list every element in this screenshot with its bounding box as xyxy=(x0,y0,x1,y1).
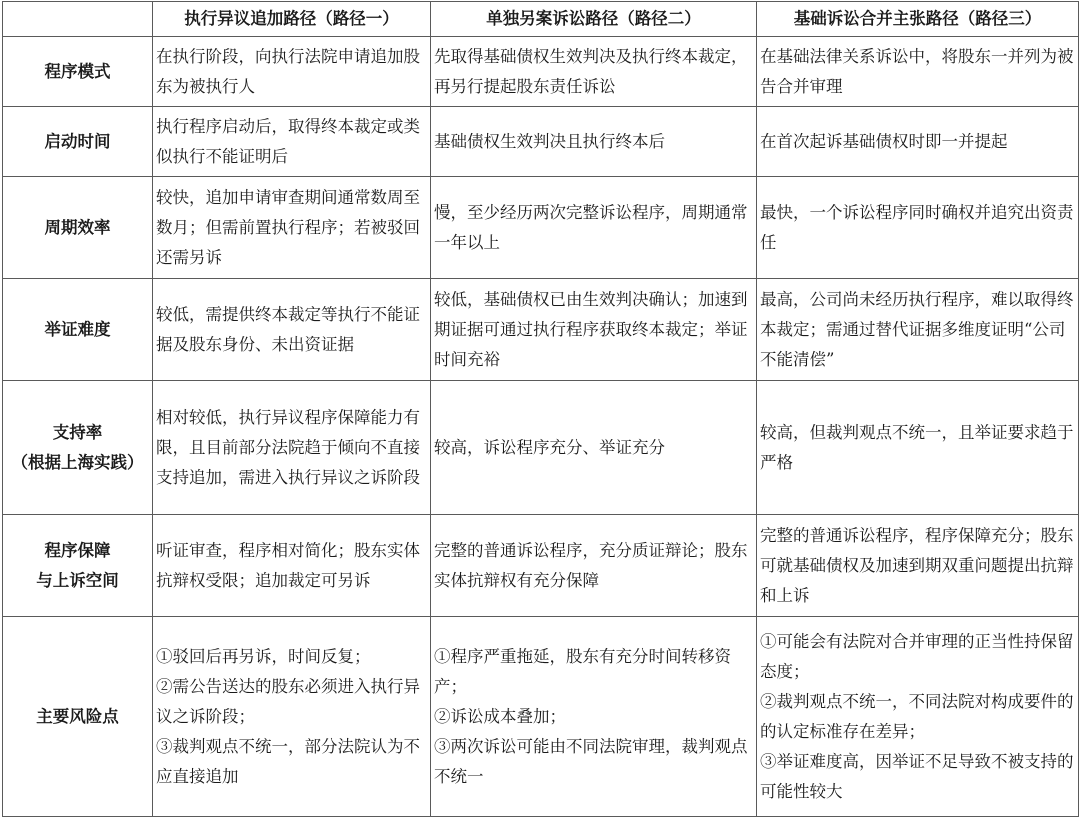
row-label-line: 启动时间 xyxy=(44,131,111,151)
cell-path-two-line: ②诉讼成本叠加； xyxy=(434,706,566,726)
table-row-support-rate xyxy=(3,381,1079,515)
cell-path-one xyxy=(153,107,431,177)
table-row-procedure-mode xyxy=(3,37,1079,107)
cell-path-one-line: ①驳回后再另诉，时间反复； xyxy=(156,646,371,666)
cell-path-one-line: 较低，需提供终本裁定等执行不能证据及股东身份、未出资证据 xyxy=(156,304,420,354)
cell-path-two-line: 完整的普通诉讼程序，充分质证辩论；股东实体抗辩权有充分保障 xyxy=(434,540,748,590)
cell-path-one xyxy=(153,381,431,515)
cell-path-two xyxy=(431,617,757,817)
cell-path-two-line: 较高，诉讼程序充分、举证充分 xyxy=(434,437,665,457)
cell-path-one-line: 相对较低，执行异议程序保障能力有限，且目前部分法院趋于倾向不直接支持追加，需进入执行异议之诉阶段 xyxy=(156,407,420,487)
cell-path-three-line: 完整的普通诉讼程序，程序保障充分；股东可就基础债权及加速到期双重问题提出抗辩和上诉 xyxy=(760,525,1074,605)
cell-path-three-line: 最高，公司尚未经历执行程序，难以取得终本裁定；需通过替代证据多维度证明“公司不能清偿” xyxy=(760,289,1074,369)
header-corner xyxy=(3,2,153,37)
row-label xyxy=(3,381,153,515)
cell-path-two-line: 慢，至少经历两次完整诉讼程序，周期通常一年以上 xyxy=(434,202,748,252)
comparison-table xyxy=(2,1,1079,817)
cell-path-two-line: ①程序严重拖延，股东有充分时间转移资产； xyxy=(434,646,731,696)
cell-path-three-line: ②裁判观点不统一，不同法院对构成要件的的认定标准存在差异； xyxy=(760,691,1074,741)
table-row-cycle-efficiency xyxy=(3,177,1079,279)
cell-path-two-line: 基础债权生效判决且执行终本后 xyxy=(434,131,665,151)
cell-path-one-line: 听证审查，程序相对简化；股东实体抗辩权受限；追加裁定可另诉 xyxy=(156,540,420,590)
row-label xyxy=(3,617,153,817)
cell-path-two xyxy=(431,177,757,279)
cell-path-one xyxy=(153,515,431,617)
cell-path-one xyxy=(153,617,431,817)
row-label xyxy=(3,37,153,107)
cell-path-two-line: 先取得基础债权生效判决及执行终本裁定，再另行提起股东责任诉讼 xyxy=(434,46,748,96)
cell-path-three-line: ③举证难度高，因举证不足导致不被支持的可能性较大 xyxy=(760,751,1074,801)
row-label-line: 程序模式 xyxy=(44,61,111,81)
cell-path-three xyxy=(757,177,1079,279)
header-path-two: 单独另案诉讼路径（路径二） xyxy=(431,2,757,37)
row-label-line: 主要风险点 xyxy=(36,706,119,726)
table-row-main-risks xyxy=(3,617,1079,817)
cell-path-two xyxy=(431,37,757,107)
header-path-one: 执行异议追加路径（路径一） xyxy=(153,2,431,37)
cell-path-three xyxy=(757,381,1079,515)
cell-path-one-line: ②需公告送达的股东必须进入执行异议之诉阶段； xyxy=(156,676,420,726)
cell-path-one xyxy=(153,177,431,279)
cell-path-three xyxy=(757,37,1079,107)
cell-path-two xyxy=(431,515,757,617)
table-row-procedural-safeguard xyxy=(3,515,1079,617)
row-label-line: 举证难度 xyxy=(44,319,111,339)
row-label xyxy=(3,107,153,177)
row-label-line: 与上诉空间 xyxy=(36,570,119,590)
header-path-three: 基础诉讼合并主张路径（路径三） xyxy=(757,2,1079,37)
cell-path-three-line: 较高，但裁判观点不统一，且举证要求趋于严格 xyxy=(760,422,1074,472)
cell-path-three-line: 在基础法律关系诉讼中，将股东一并列为被告合并审理 xyxy=(760,46,1074,96)
cell-path-one-line: ③裁判观点不统一，部分法院认为不应直接追加 xyxy=(156,736,420,786)
cell-path-three xyxy=(757,107,1079,177)
cell-path-two xyxy=(431,279,757,381)
cell-path-one-line: 在执行阶段，向执行法院申请追加股东为被执行人 xyxy=(156,46,420,96)
cell-path-two xyxy=(431,107,757,177)
cell-path-three-line: 在首次起诉基础债权时即一并提起 xyxy=(760,131,1008,151)
table-body xyxy=(3,37,1079,817)
cell-path-two-line: 较低，基础债权已由生效判决确认；加速到期证据可通过执行程序获取终本裁定；举证时间充裕 xyxy=(434,289,748,369)
cell-path-two xyxy=(431,381,757,515)
cell-path-three xyxy=(757,617,1079,817)
row-label-line: 支持率 xyxy=(52,422,103,442)
cell-path-one-line: 较快，追加申请审查期间通常数周至数月；但需前置执行程序；若被驳回还需另诉 xyxy=(156,187,420,267)
cell-path-one-line: 执行程序启动后，取得终本裁定或类似执行不能证明后 xyxy=(156,116,420,166)
cell-path-three xyxy=(757,279,1079,381)
table-row-burden-of-proof xyxy=(3,279,1079,381)
row-label xyxy=(3,279,153,381)
cell-path-one xyxy=(153,37,431,107)
table-row-start-time xyxy=(3,107,1079,177)
cell-path-one xyxy=(153,279,431,381)
row-label-line: （根据上海实践） xyxy=(11,452,144,472)
header-row xyxy=(3,2,1079,37)
cell-path-three-line: 最快，一个诉讼程序同时确权并追究出资责任 xyxy=(760,202,1074,252)
row-label xyxy=(3,177,153,279)
cell-path-three-line: ①可能会有法院对合并审理的正当性持保留态度； xyxy=(760,631,1074,681)
row-label-line: 程序保障 xyxy=(44,540,111,560)
row-label xyxy=(3,515,153,617)
cell-path-three xyxy=(757,515,1079,617)
row-label-line: 周期效率 xyxy=(44,217,111,237)
cell-path-two-line: ③两次诉讼可能由不同法院审理，裁判观点不统一 xyxy=(434,736,748,786)
